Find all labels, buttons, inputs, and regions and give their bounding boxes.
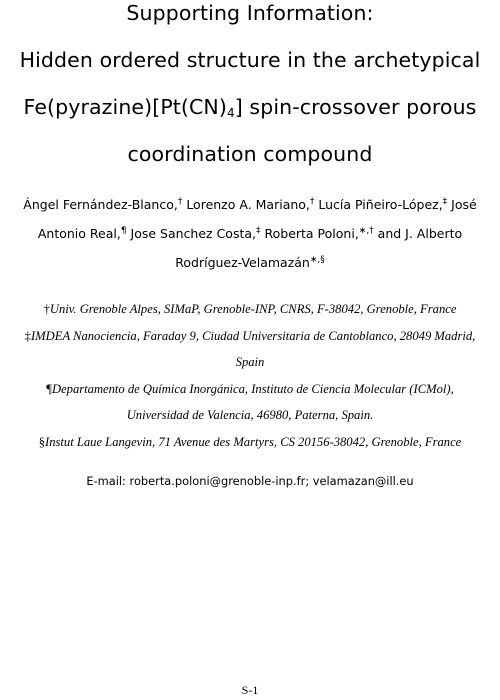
affiliation-text: Univ. Grenoble Alpes, SIMaP, Grenoble-INP, CNRS, F-38042, Grenoble, France — [49, 302, 457, 316]
affiliation-mark: § — [38, 434, 46, 449]
page-number: S-1 — [241, 683, 259, 697]
affiliation-mark: † — [43, 302, 50, 316]
author-name: Lorenzo A. Mariano, — [182, 197, 310, 212]
email-label: E-mail: — [86, 474, 126, 488]
affiliation-text: Departamento de Química Inorgánica, Instituto de Ciencia Molecular (ICMol), — [51, 381, 454, 396]
affiliation-line — [0, 376, 500, 403]
author-affil-mark: ∗,§ — [309, 255, 325, 265]
affiliation-mark: ‡ — [24, 328, 31, 343]
affiliation-text: Instut Laue Langevin, 71 Avenue des Martyrs, CS 20156-38042, Grenoble, France — [45, 434, 462, 449]
author-affil-mark: † — [177, 197, 183, 207]
affiliation-list — [0, 296, 500, 455]
author-line-1 — [14, 190, 486, 219]
title-line-3-post: ] spin-crossover porous — [234, 95, 477, 119]
author-name: Rodríguez-Velamazán — [175, 255, 310, 270]
title-line-4: coordination compound — [127, 142, 373, 166]
author-line-3 — [14, 248, 486, 277]
affiliation-mark: ¶ — [46, 381, 52, 396]
title-subscript: 4 — [226, 106, 235, 120]
contact-email — [0, 472, 500, 490]
author-name: Lucía Piñeiro-López, — [314, 197, 443, 212]
author-affil-mark: † — [309, 197, 315, 207]
author-name: Ángel Fernández-Blanco, — [23, 197, 178, 212]
author-affil-mark: ∗,† — [358, 226, 374, 236]
title-line-3 — [0, 84, 500, 131]
title-line-2: Hidden ordered structure in the archetypical — [19, 48, 481, 72]
author-name: José — [447, 197, 477, 212]
author-affil-mark: ¶ — [120, 226, 127, 236]
affiliation-line — [0, 323, 500, 350]
affiliation-line — [0, 296, 500, 323]
author-name: Antonio Real, — [37, 226, 121, 241]
affiliation-line: Spain — [235, 355, 265, 369]
author-affil-mark: ‡ — [256, 226, 261, 236]
affiliation-text: IMDEA Nanociencia, Faraday 9, Ciudad Universitaria de Cantoblanco, 28049 Madrid, — [30, 328, 476, 343]
author-name: and J. Alberto — [373, 226, 463, 241]
title-line-3-pre: Fe(pyrazine)[Pt(CN) — [23, 95, 227, 119]
author-name: Jose Sanchez Costa, — [126, 226, 257, 241]
affiliation-line: Universidad de Valencia, 46980, Paterna, Spain. — [126, 408, 374, 422]
paper-title — [0, 0, 500, 178]
author-list — [14, 190, 486, 277]
author-line-2 — [14, 219, 486, 248]
affiliation-line — [0, 429, 500, 456]
author-affil-mark: ‡ — [442, 197, 448, 207]
title-line-1: Supporting Information: — [126, 1, 374, 25]
author-name: Roberta Poloni, — [260, 226, 359, 241]
email-addresses[interactable]: roberta.poloni@grenoble-inp.fr; velamazan@ill.eu — [129, 474, 414, 488]
